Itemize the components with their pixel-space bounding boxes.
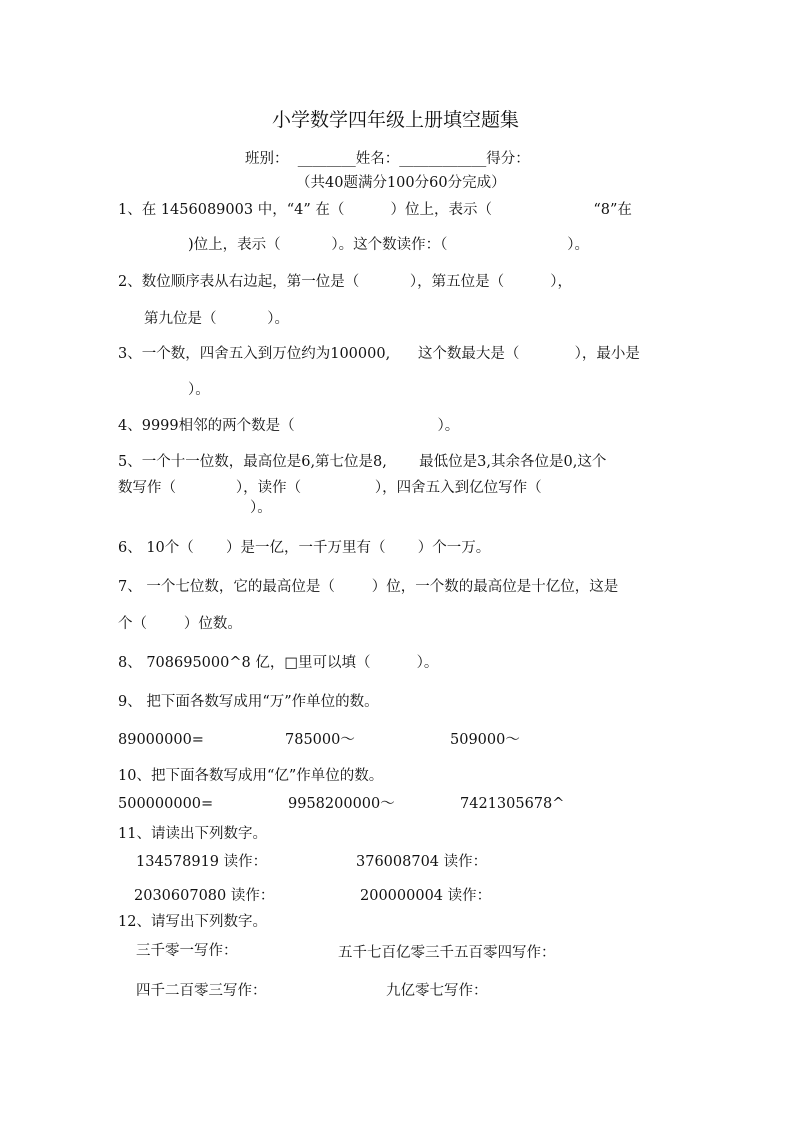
question-12: 12、请写出下列数字。 bbox=[118, 914, 267, 930]
question-5-line-3: ）。 bbox=[250, 500, 272, 516]
question-10-item-2: 9958200000～ bbox=[288, 796, 395, 812]
question-9-item-1: 89000000= bbox=[118, 732, 204, 748]
question-10: 10、把下面各数写成用“亿”作单位的数。 bbox=[118, 768, 384, 784]
question-5-line-2: 数写作（ ），读作（ ），四舍五入到亿位写作（ bbox=[118, 480, 542, 496]
question-10-item-1: 500000000= bbox=[118, 796, 214, 812]
question-11-item-3: 2030607080 读作： bbox=[134, 888, 275, 904]
question-1-line-1: 1、在 1456089003 中，“4” 在（ ）位上，表示（ “8”在 bbox=[118, 202, 632, 218]
question-9: 9、 把下面各数写成用“万”作单位的数。 bbox=[118, 694, 379, 710]
page-title: 小学数学四年级上册填空题集 bbox=[272, 109, 520, 131]
question-1-line-2: )位上，表示（ ）。这个数读作：（ ）。 bbox=[188, 237, 589, 253]
question-11-item-1: 134578919 读作： bbox=[136, 854, 268, 870]
question-9-item-3: 509000～ bbox=[450, 732, 520, 748]
question-3-line-2: ）。 bbox=[188, 382, 210, 398]
student-info-line: 班别： ________姓名：____________得分： bbox=[245, 151, 530, 167]
question-4: 4、9999相邻的两个数是（ ）。 bbox=[118, 418, 460, 434]
question-7-line-2: 个（ ）位数。 bbox=[118, 616, 242, 632]
question-2-line-1: 2、数位顺序表从右边起，第一位是（ ），第五位是（ ）， bbox=[118, 274, 573, 290]
question-9-item-2: 785000～ bbox=[285, 732, 355, 748]
question-10-item-3: 7421305678^ bbox=[460, 796, 565, 812]
question-12-item-3: 四千二百零三写作： bbox=[136, 983, 267, 999]
question-7-line-1: 7、 一个七位数，它的最高位是（ ）位，一个数的最高位是十亿位，这是 bbox=[118, 579, 619, 595]
question-5-line-1: 5、一个十一位数，最高位是6,第七位是8, 最低位是3,其余各位是0,这个 bbox=[118, 454, 607, 470]
question-11-item-4: 200000004 读作： bbox=[360, 888, 492, 904]
question-12-item-2: 五千七百亿零三千五百零四写作： bbox=[338, 945, 556, 961]
question-11-item-2: 376008704 读作： bbox=[356, 854, 488, 870]
question-6: 6、 10个（ ）是一亿，一千万里有（ ）个一万。 bbox=[118, 540, 491, 556]
question-12-item-1: 三千零一写作： bbox=[136, 943, 238, 959]
question-12-item-4: 九亿零七写作： bbox=[386, 983, 488, 999]
question-8: 8、 708695000^8 亿，□里可以填（ ）。 bbox=[118, 655, 439, 671]
question-2-line-2: 第九位是（ ）。 bbox=[144, 311, 289, 327]
question-11: 11、请读出下列数字。 bbox=[118, 826, 267, 842]
scoring-note: （共40题满分100分60分完成） bbox=[296, 175, 506, 191]
question-3-line-1: 3、一个数，四舍五入到万位约为100000, 这个数最大是（ ），最小是 bbox=[118, 346, 640, 362]
